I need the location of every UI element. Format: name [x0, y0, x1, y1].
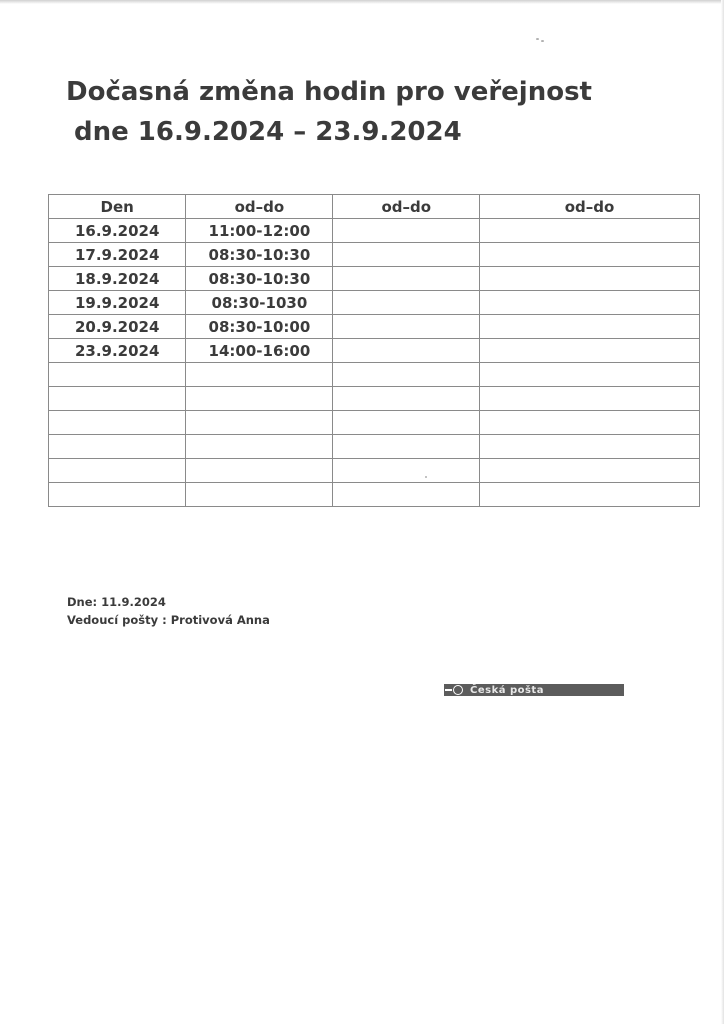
header-from-to-1: od–do [186, 195, 333, 219]
cell-from-to-3 [480, 339, 700, 363]
cell-from-to-2 [333, 387, 480, 411]
cell-from-to-1: 08:30-10:30 [186, 243, 333, 267]
table-row [49, 291, 700, 315]
table-row [49, 267, 700, 291]
table-row [49, 411, 700, 435]
cell-from-to-3 [480, 243, 700, 267]
cell-day [49, 483, 186, 507]
post-office-manager: Vedoucí pošty : Protivová Anna [67, 613, 270, 627]
cell-from-to-3 [480, 315, 700, 339]
page-title [66, 72, 592, 152]
scan-speck [536, 38, 539, 40]
cell-from-to-2 [333, 339, 480, 363]
cell-from-to-3 [480, 267, 700, 291]
cell-from-to-3 [480, 219, 700, 243]
cell-from-to-3 [480, 387, 700, 411]
title-line-2: dne 16.9.2024 – 23.9.2024 [74, 117, 462, 147]
cell-day: 23.9.2024 [49, 339, 186, 363]
cell-from-to-3 [480, 291, 700, 315]
cell-from-to-2 [333, 315, 480, 339]
title-line-1: Dočasná změna hodin pro veřejnost [66, 77, 592, 107]
stamp-text: Česká pošta [470, 684, 544, 696]
cell-day [49, 411, 186, 435]
cell-from-to-1 [186, 363, 333, 387]
cell-from-to-2 [333, 243, 480, 267]
cell-from-to-2 [333, 219, 480, 243]
table-row [49, 243, 700, 267]
cell-from-to-1 [186, 387, 333, 411]
table-row [49, 315, 700, 339]
cell-day [49, 459, 186, 483]
cell-day: 18.9.2024 [49, 267, 186, 291]
cell-from-to-2 [333, 459, 480, 483]
table-row [49, 339, 700, 363]
cell-from-to-2 [333, 363, 480, 387]
cell-day: 17.9.2024 [49, 243, 186, 267]
header-day: Den [49, 195, 186, 219]
cell-day [49, 435, 186, 459]
cell-from-to-3 [480, 435, 700, 459]
cell-from-to-1: 08:30-10:30 [186, 267, 333, 291]
cell-from-to-1 [186, 411, 333, 435]
scan-edge-top [0, 0, 724, 4]
cell-day [49, 387, 186, 411]
cell-from-to-2 [333, 267, 480, 291]
cell-from-to-1: 14:00-16:00 [186, 339, 333, 363]
cell-from-to-2 [333, 411, 480, 435]
cell-from-to-1 [186, 459, 333, 483]
cell-from-to-3 [480, 363, 700, 387]
cell-from-to-3 [480, 459, 700, 483]
table-row [49, 219, 700, 243]
cell-from-to-1: 08:30-10:00 [186, 315, 333, 339]
cell-from-to-1: 11:00-12:00 [186, 219, 333, 243]
cell-from-to-2 [333, 291, 480, 315]
scan-speck [541, 40, 544, 42]
table-body [49, 219, 700, 507]
cell-day: 20.9.2024 [49, 315, 186, 339]
cell-from-to-1 [186, 483, 333, 507]
ceska-posta-stamp [444, 684, 624, 696]
table-row [49, 387, 700, 411]
header-from-to-3: od–do [480, 195, 700, 219]
document-date: Dne: 11.9.2024 [67, 595, 166, 609]
cell-from-to-2 [333, 483, 480, 507]
cell-day: 16.9.2024 [49, 219, 186, 243]
cell-day [49, 363, 186, 387]
cell-from-to-2 [333, 435, 480, 459]
table-header-row [49, 195, 700, 219]
table-row [49, 483, 700, 507]
cell-from-to-1: 08:30-1030 [186, 291, 333, 315]
cell-from-to-3 [480, 483, 700, 507]
scan-speck [425, 476, 427, 478]
table-row [49, 363, 700, 387]
cell-from-to-1 [186, 435, 333, 459]
ceska-posta-logo-icon [444, 684, 470, 696]
opening-hours-table [48, 194, 700, 507]
cell-from-to-3 [480, 411, 700, 435]
table-row [49, 435, 700, 459]
footer [67, 593, 270, 629]
header-from-to-2: od–do [333, 195, 480, 219]
table-row [49, 459, 700, 483]
cell-day: 19.9.2024 [49, 291, 186, 315]
